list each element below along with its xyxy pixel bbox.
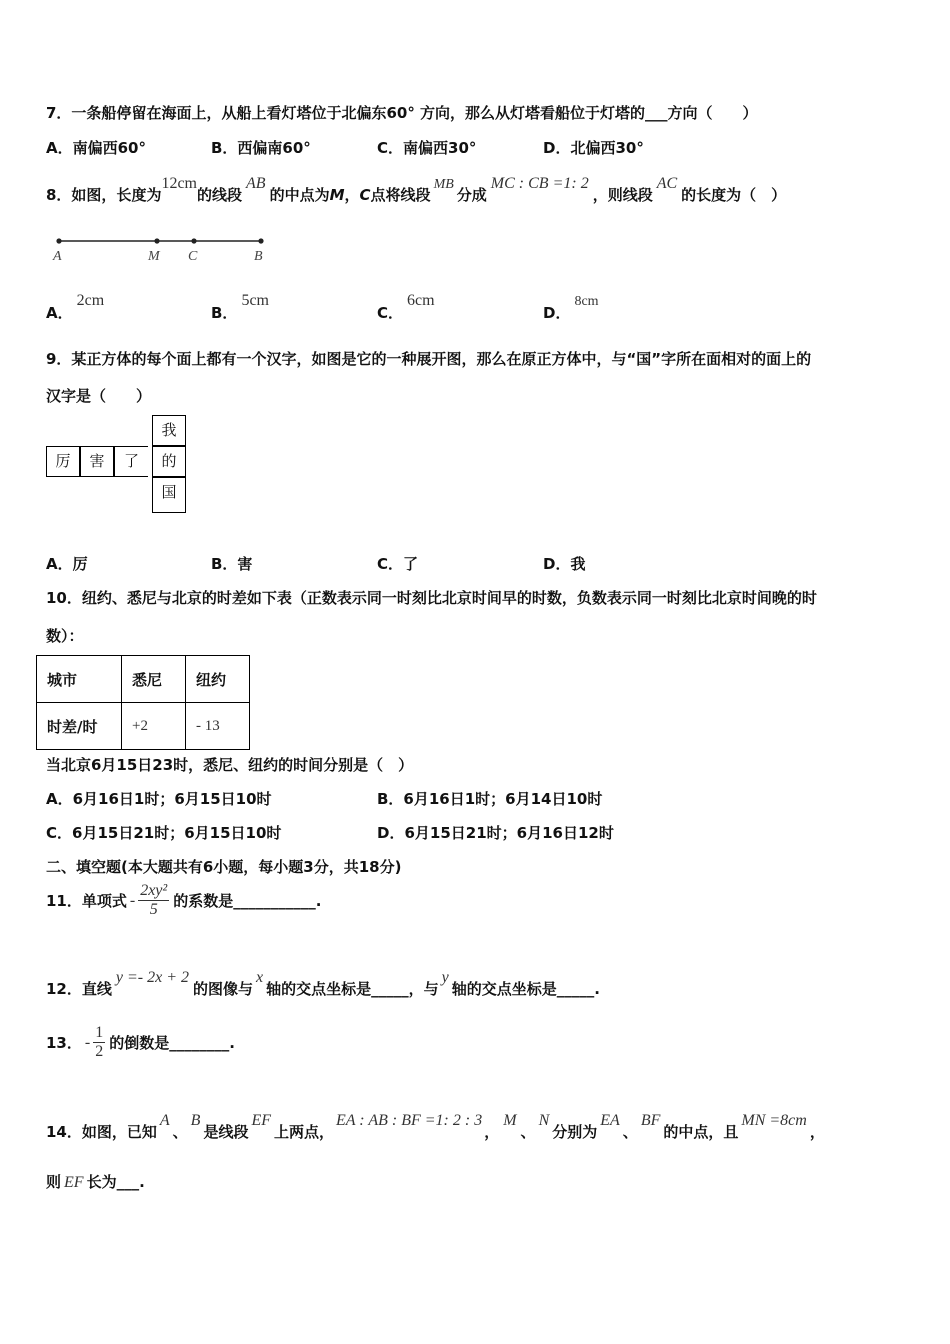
q13 — [46, 1024, 235, 1061]
q11-fraction — [138, 882, 169, 919]
q13-numerator: 1 — [95, 1024, 104, 1041]
label-b: B — [254, 249, 263, 264]
q14-text-3: 是线段 — [203, 1123, 249, 1141]
q14-line2-math-ef: EF — [64, 1174, 84, 1191]
q12-math-line: y =- 2x + 2 — [115, 969, 189, 986]
point-a — [56, 238, 61, 243]
q10-question: 当北京6月15日23时，悉尼、纽约的时间分别是（ ） — [46, 756, 414, 774]
q14-math-mn: MN =8cm — [741, 1112, 807, 1129]
q14-line2 — [46, 1171, 145, 1192]
q8-option-c-letter: C． — [377, 304, 404, 322]
q13-denominator: 2 — [95, 1043, 104, 1060]
q10-option-d[interactable]: D．6月15日21时；6月16日12时 — [377, 824, 614, 842]
q14-line2-text-1: 则 — [46, 1173, 62, 1191]
table-cell-newyork: - 13 — [186, 703, 250, 750]
q7-option-b[interactable]: B．西偏南60° — [211, 139, 311, 157]
label-c: C — [188, 249, 198, 264]
q12-text-3: 轴的交点坐标是_____，与 — [266, 980, 439, 998]
q14-math-n: N — [538, 1112, 550, 1129]
q9-option-c[interactable]: C．了 — [377, 555, 419, 573]
label-a: A — [53, 249, 62, 264]
q8-option-a[interactable] — [46, 292, 105, 323]
q8-math-c: C — [359, 186, 371, 204]
net-cell-hai: 害 — [80, 446, 114, 477]
net-cell-li: 厉 — [46, 446, 80, 477]
q8-text-5: 点将线段 — [370, 186, 431, 204]
q8-text-6: 分成 — [456, 186, 487, 204]
q8-math-mb: MB — [433, 177, 454, 192]
q8-option-c-value: 6cm — [407, 292, 435, 309]
q8-math-m: M — [329, 186, 345, 204]
q12-text-4: 轴的交点坐标是_____. — [451, 980, 600, 998]
q10-option-b[interactable]: B．6月16日1时；6月14日10时 — [377, 790, 603, 808]
q14-math-a: A — [159, 1112, 170, 1129]
q14-math-m: M — [503, 1112, 517, 1129]
q11-text-1: 11．单项式 — [46, 892, 127, 910]
table-header-sydney: 悉尼 — [122, 656, 186, 703]
q14-math-ea: EA — [600, 1112, 620, 1129]
q8-math-ac: AC — [656, 175, 678, 192]
point-b — [258, 238, 263, 243]
q8-option-d-letter: D． — [543, 304, 571, 322]
q14-text-9: 的中点，且 — [663, 1123, 739, 1141]
q10-stem-line1: 10．纽约、悉尼与北京的时差如下表（正数表示同一时刻比北京时间早的时数，负数表示同一时刻比北京时间晚的时 — [46, 589, 817, 607]
point-c — [191, 238, 196, 243]
table-row — [37, 703, 250, 750]
q7-option-d[interactable]: D．北偏西30° — [543, 139, 644, 157]
q11-numerator: 2xy² — [140, 882, 168, 899]
table-header-row — [37, 656, 250, 703]
q14-text-1: 14．如图，已知 — [46, 1123, 157, 1141]
q14-text-4: 上两点， — [274, 1123, 335, 1141]
q7-option-c[interactable]: C．南偏西30° — [377, 139, 477, 157]
q9-stem-line1: 9．某正方体的每个面上都有一个汉字，如图是它的一种展开图，那么在原正方体中，与“国”字所在面相对的面上的 — [46, 350, 812, 368]
q8-text-7: ，则线段 — [592, 186, 653, 204]
q12-math-x: x — [256, 969, 264, 986]
q8-option-d-value: 8cm — [574, 294, 599, 309]
table-cell-sydney: +2 — [122, 703, 186, 750]
table-header-city: 城市 — [37, 656, 122, 703]
q12-text-2: 的图像与 — [193, 980, 254, 998]
q8-text-2: 的线段 — [197, 186, 243, 204]
point-m — [154, 238, 159, 243]
q8-option-c[interactable] — [377, 292, 435, 323]
q14-text-8: 、 — [622, 1123, 638, 1141]
table-cell-label: 时差/时 — [37, 703, 122, 750]
q10-stem-line2: 数）： — [46, 627, 84, 645]
section-title-fill-in: 二、填空题(本大题共有6小题，每小题3分，共18分) — [46, 858, 402, 876]
q10-time-table — [36, 655, 250, 750]
q8-option-b-value: 5cm — [241, 292, 269, 309]
q14-text-6: 、 — [520, 1123, 536, 1141]
q8-option-d[interactable] — [543, 294, 599, 323]
q14-line1 — [46, 1112, 825, 1142]
q8-option-a-value: 2cm — [76, 292, 105, 309]
q8-text-4: ， — [344, 186, 360, 204]
q13-sign: - — [84, 1033, 91, 1051]
q8-text-1: 8．如图，长度为 — [46, 186, 162, 204]
q14-line2-text-2: 长为___. — [86, 1173, 145, 1191]
q14-text-5: ， — [484, 1123, 500, 1141]
q8-stem — [46, 175, 787, 205]
net-cell-wo: 我 — [152, 415, 186, 446]
q12-text-1: 12．直线 — [46, 980, 112, 998]
q14-math-b: B — [190, 1112, 201, 1129]
q14-text-10: ， — [809, 1123, 825, 1141]
q8-option-b[interactable] — [211, 292, 269, 323]
q9-option-d[interactable]: D．我 — [543, 555, 586, 573]
q14-text-2: 、 — [172, 1123, 188, 1141]
q11-denominator: 5 — [149, 901, 158, 918]
net-cell-guo: 国 — [152, 477, 186, 513]
q8-math-length: 12cm — [161, 175, 197, 192]
q8-segment-figure — [46, 232, 276, 266]
net-cell-le: 了 — [114, 446, 148, 477]
q8-text-3: 的中点为 — [269, 186, 330, 204]
q14-text-7: 分别为 — [552, 1123, 598, 1141]
q14-math-ef: EF — [251, 1112, 272, 1129]
q9-option-a[interactable]: A．厉 — [46, 555, 88, 573]
q12 — [46, 969, 600, 999]
table-header-newyork: 纽约 — [186, 656, 250, 703]
q8-math-ab: AB — [246, 175, 266, 192]
q13-text-1: 13． — [46, 1034, 82, 1052]
q8-option-b-letter: B． — [211, 304, 238, 322]
q8-option-a-letter: A． — [46, 304, 73, 322]
q13-fraction — [93, 1024, 105, 1061]
q9-option-b[interactable]: B．害 — [211, 555, 253, 573]
q7-stem: 7．一条船停留在海面上，从船上看灯塔位于北偏东60° 方向，那么从灯塔看船位于灯塔的___方向（ ） — [46, 104, 758, 122]
q9-stem-line2: 汉字是（ ） — [46, 387, 152, 405]
q7-option-a[interactable]: A．南偏西60° — [46, 139, 146, 157]
q14-math-ratio: EA : AB : BF =1: 2 : 3 — [336, 1112, 483, 1129]
q11 — [46, 882, 321, 919]
q11-text-2: 的系数是___________. — [173, 892, 322, 910]
q11-sign: - — [129, 891, 136, 909]
net-cell-de: 的 — [152, 446, 186, 477]
q8-text-8: 的长度为（ ） — [681, 186, 787, 204]
q13-text-2: 的倒数是________. — [109, 1034, 235, 1052]
label-m: M — [148, 249, 160, 264]
q10-option-c[interactable]: C．6月15日21时；6月15日10时 — [46, 824, 282, 842]
q14-math-bf: BF — [640, 1112, 661, 1129]
q10-option-a[interactable]: A．6月16日1时；6月15日10时 — [46, 790, 272, 808]
q8-math-ratio: MC : CB =1: 2 — [490, 175, 589, 192]
q12-math-y: y — [441, 969, 449, 986]
